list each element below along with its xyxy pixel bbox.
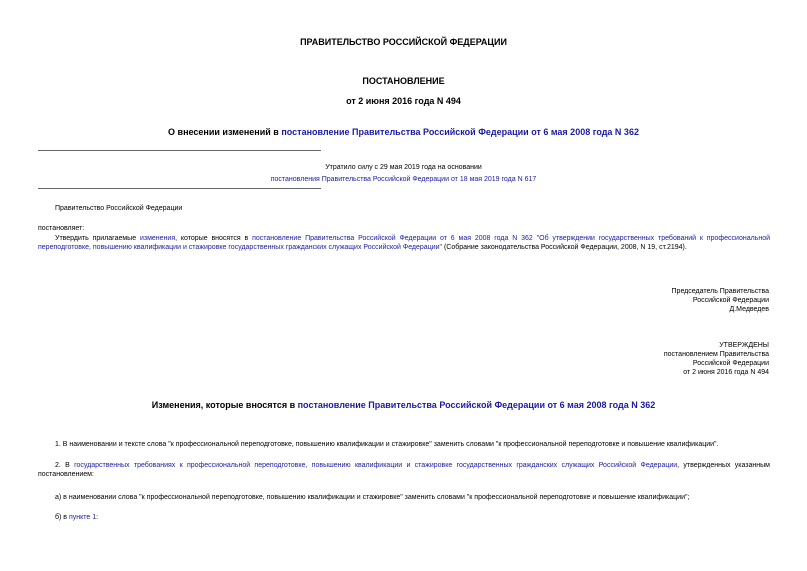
change-item-2-suffix: , утвержденных указанным постановлением:	[38, 462, 770, 478]
decree-362-link[interactable]: постановление Правительства Российской Федерации от 6 мая 2008 года N 362	[281, 127, 639, 137]
signature-line3: Д.Медведев	[729, 306, 769, 313]
decides-text: постановляет:	[38, 225, 85, 232]
preamble-text: Правительство Российской Федерации	[55, 205, 183, 212]
decree-362-full-link[interactable]: постановление Правительства Российской Федерации от 6 мая 2008 года N 362 "Об утверждении государственных требований к профессиональной переподготовке, повышению квалификации и стажировке государственных гражданских служащих Российской Федерации"	[38, 235, 770, 251]
change-item-b-prefix: б) в	[55, 514, 69, 521]
changes-title	[0, 400, 807, 410]
divider	[38, 188, 321, 189]
doc-date-number: от 2 июня 2016 года N 494	[346, 96, 461, 106]
approved-block	[664, 341, 769, 377]
doc-type-heading: ПОСТАНОВЛЕНИЕ	[362, 76, 445, 86]
change-item-b-suffix: :	[96, 514, 99, 521]
changes-title-prefix: Изменения, которые вносятся в	[151, 400, 298, 410]
change-item-a: а) в наименовании слова "к профессиональной переподготовке, повышению квалификации и стажировке" заменить словами "к профессиональной переподготовке и повышение квалификации";	[55, 494, 690, 501]
main-paragraph-prefix: Утвердить прилагаемые	[55, 235, 140, 242]
main-paragraph	[38, 234, 770, 252]
decree-617-link[interactable]: постановления Правительства Российской Федерации от 18 мая 2019 года N 617	[270, 176, 537, 183]
approved-line2: постановлением Правительства	[663, 351, 769, 358]
change-item-b	[55, 513, 98, 522]
approved-line3: Российской Федерации	[692, 360, 769, 367]
approved-line4: от 2 июня 2016 года N 494	[683, 369, 769, 376]
status-note-line1: Утратило силу с 29 мая 2019 года на основании	[325, 164, 482, 171]
signature-line1: Председатель Правительства	[671, 288, 769, 295]
signature-line2: Российской Федерации	[692, 297, 769, 304]
doc-title	[0, 127, 807, 137]
point-1-link[interactable]: пункте 1	[68, 514, 97, 521]
approved-line1: УТВЕРЖДЕНЫ	[719, 342, 769, 349]
government-heading: ПРАВИТЕЛЬСТВО РОССИЙСКОЙ ФЕДЕРАЦИИ	[300, 37, 507, 47]
change-item-1: 1. В наименовании и тексте слова "к профессиональной переподготовке, повышению квалификации и стажировке" заменить словами "к профессиональной переподготовке и повышение квалификации".	[55, 441, 719, 448]
status-note-line2	[0, 175, 807, 184]
change-item-2-prefix: 2. В	[55, 462, 75, 469]
change-item-2	[38, 461, 770, 479]
main-paragraph-mid: , которые вносятся в	[175, 235, 253, 242]
main-paragraph-suffix: (Собрание законодательства Российской Федерации, 2008, N 19, ст.2194).	[442, 244, 687, 251]
signature-block	[672, 287, 769, 314]
state-requirements-link[interactable]: государственных требованиях к профессиональной переподготовке, повышению квалификации и стажировке государственных гражданских служащих Российской Федерации	[74, 462, 678, 469]
divider	[38, 150, 321, 151]
doc-title-prefix: О внесении изменений в	[168, 127, 282, 137]
changes-link[interactable]: изменения	[139, 235, 176, 242]
changes-decree-362-link[interactable]: постановление Правительства Российской Федерации от 6 мая 2008 года N 362	[297, 400, 656, 410]
